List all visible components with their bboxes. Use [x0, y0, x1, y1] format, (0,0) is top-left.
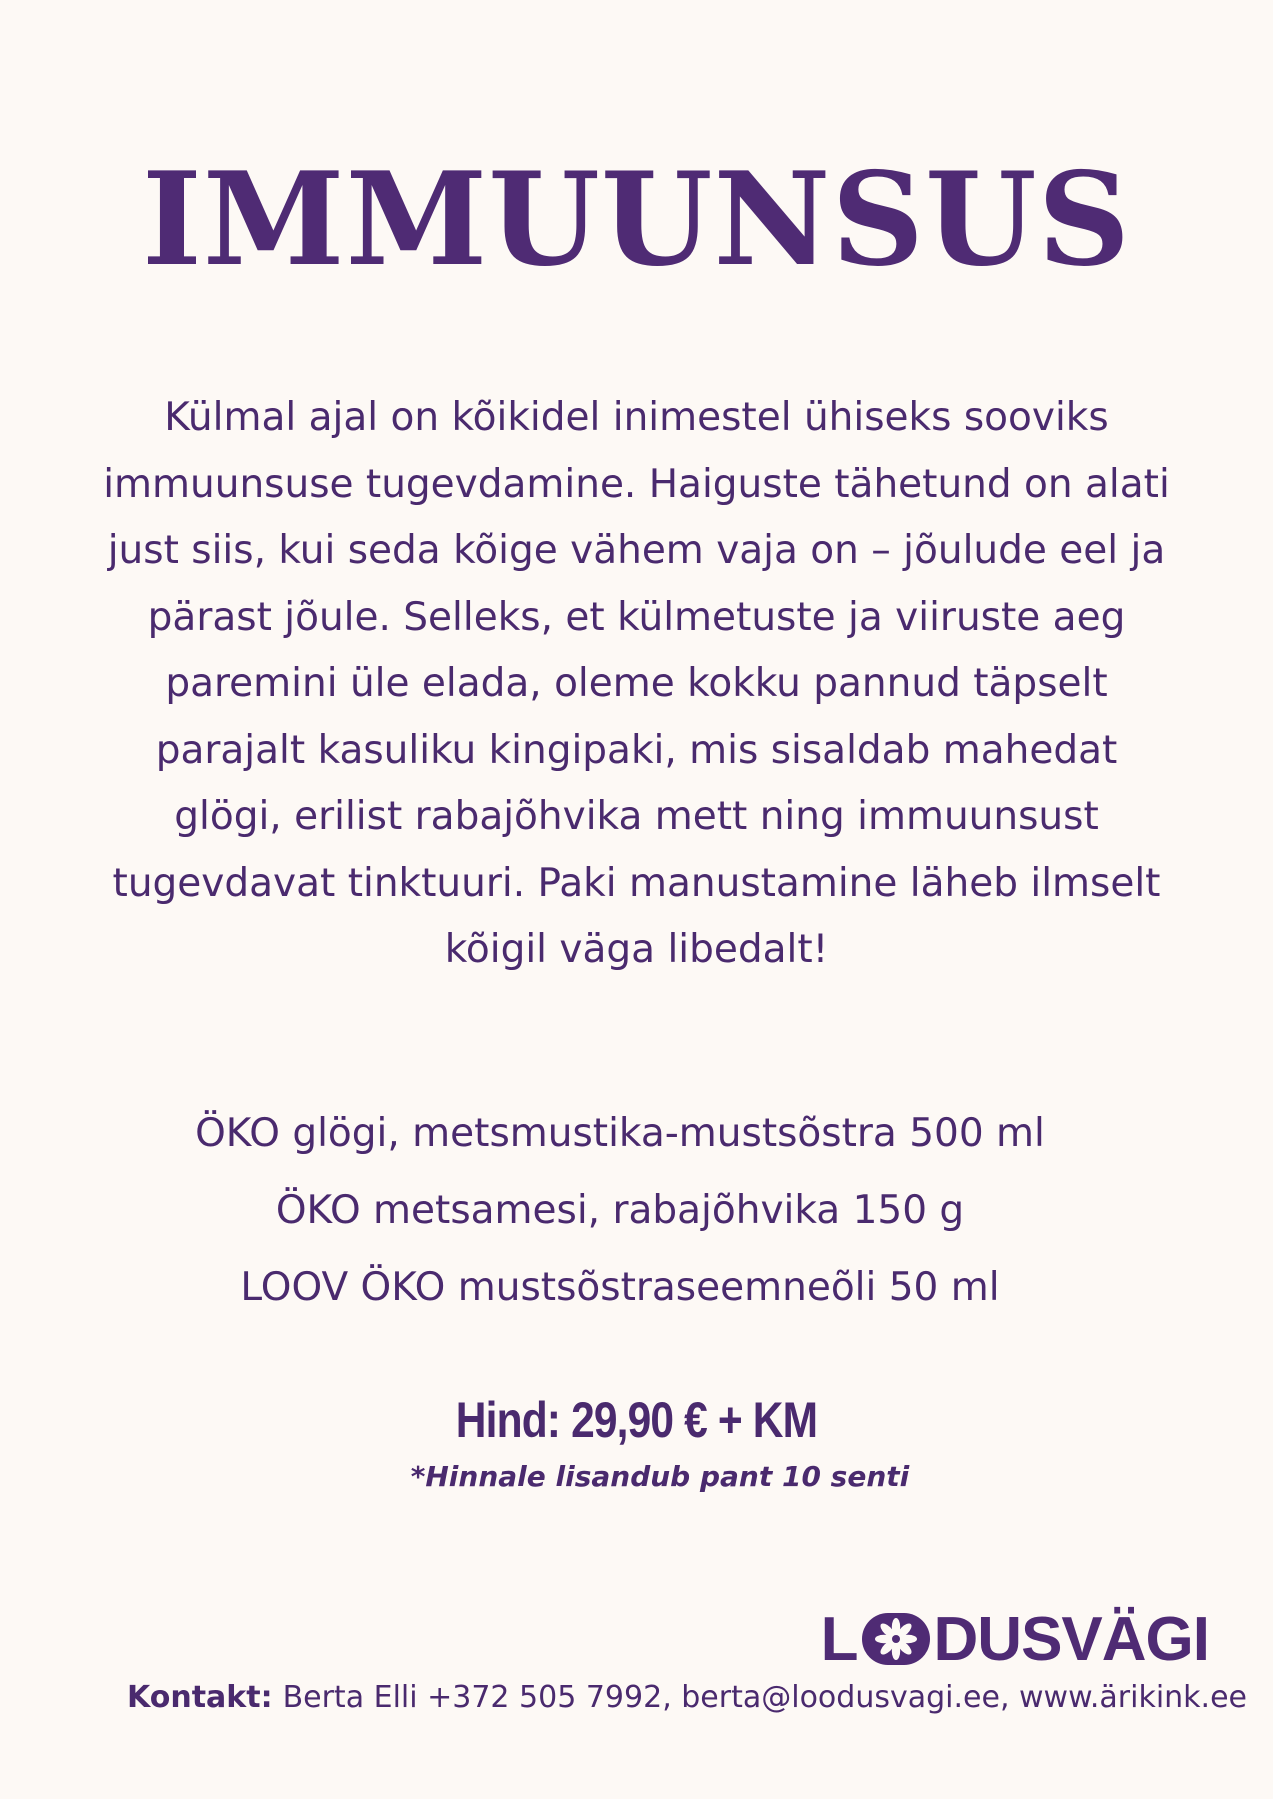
- logo-text-end: DUSVÄGI: [933, 1604, 1209, 1674]
- deposit-note: *Hinnale lisandub pant 10 senti: [410, 1460, 910, 1493]
- contact-line: [127, 1676, 1247, 1720]
- flower-icon: [860, 1611, 932, 1667]
- price-text: Hind: 29,90 € + KM: [455, 1392, 818, 1448]
- product-list: [0, 1095, 1240, 1326]
- list-item: LOOV ÖKO mustsõstraseemneõli 50 ml: [240, 1265, 1000, 1310]
- contact-details: Berta Elli +372 505 7992, berta@loodusvagi.ee, www.ärikink.ee: [282, 1680, 1248, 1715]
- list-item: ÖKO metsamesi, rabajõhvika 150 g: [275, 1188, 965, 1233]
- page-title: IMMUUNSUS: [142, 145, 1131, 295]
- list-item: ÖKO glögi, metsmustika-mustsõstra 500 ml: [195, 1111, 1045, 1156]
- intro-paragraph: Külmal ajal on kõikidel inimestel ühiseks sooviks immuunsuse tugevdamine. Haiguste tähetund on alati just siis, kui seda kõige vähem vaja on – jõulude eel ja pärast jõule. Selleks, et külmetuste ja viiruste aeg paremini üle elada, oleme kokku pannud täpselt parajalt kasuliku kingipaki, mis sisaldab mahedat glögi, erilist rabajõhvika mett ning immuunsust tugevdavat tinktuuri. Paki manustamine läheb ilmselt kõigil väga libedalt!: [103, 395, 1170, 972]
- logo-text-start: L: [820, 1604, 858, 1674]
- brand-logo: [821, 1604, 1209, 1674]
- contact-label: Kontakt:: [127, 1680, 273, 1715]
